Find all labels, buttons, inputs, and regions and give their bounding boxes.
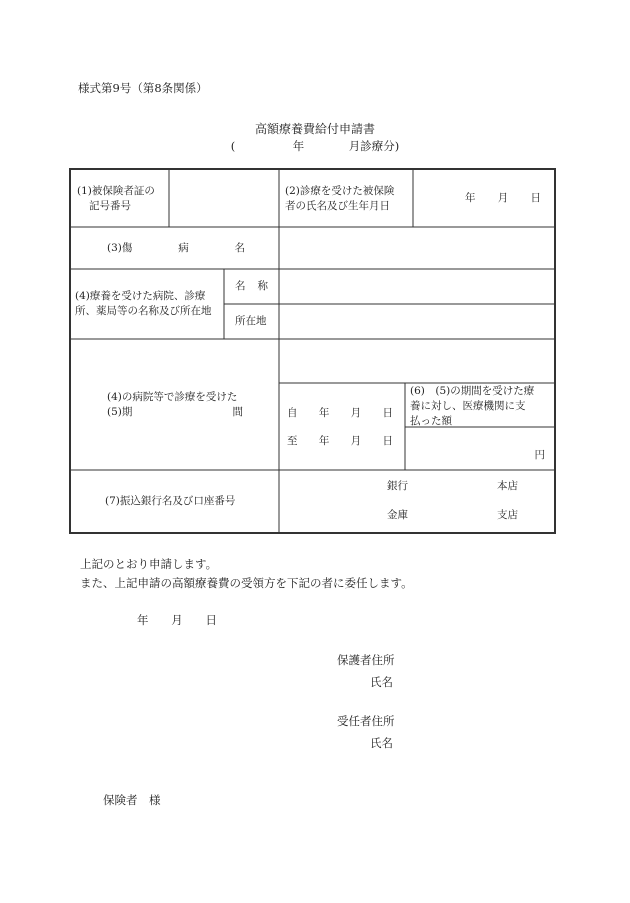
bank-label: 銀行 <box>387 480 408 492</box>
delegate-name-label: 氏名 <box>370 736 393 750</box>
period-label-line1: (4)の病院等で診療を受けた <box>107 391 238 403</box>
guardian-address-label: 保護者住所 <box>337 653 395 667</box>
period-from-year: 年 <box>318 407 330 419</box>
main-branch-label: 本店 <box>497 480 518 492</box>
treatment-period-label <box>107 390 243 420</box>
application-statement: 上記のとおり申請します。 <box>80 557 218 571</box>
date-year-label: 年 <box>137 613 149 627</box>
form-subtitle <box>0 138 630 154</box>
yen-unit: 円 <box>534 449 545 461</box>
injury-label-char-2: 病 <box>178 242 189 254</box>
form-title: 高額療養費給付申請書 <box>254 122 375 136</box>
bank-account-label: (7)振込銀行名及び口座番号 <box>105 495 236 507</box>
amount-paid-label <box>410 384 553 429</box>
period-to-day: 日 <box>382 435 393 447</box>
period-from-field[interactable] <box>287 406 393 421</box>
hospital-address-label: 所在地 <box>235 315 267 327</box>
hospital-name-char-1: 名 <box>235 280 246 292</box>
period-label-end: 間 <box>232 406 243 418</box>
period-to-year: 年 <box>318 435 330 447</box>
branch-label: 支店 <box>497 509 518 521</box>
birthdate-month-label: 月 <box>497 192 509 204</box>
subtitle-month: 月診療分) <box>348 139 400 153</box>
hospital-name-char-2: 称 <box>257 280 268 292</box>
date-day-label: 日 <box>205 613 217 627</box>
injury-name-label <box>107 241 245 256</box>
period-to-label: 至 <box>287 435 298 447</box>
credit-union-label: 金庫 <box>387 509 408 521</box>
application-date[interactable] <box>137 612 217 628</box>
date-month-label: 月 <box>171 613 183 627</box>
insured-card-label-line2: 記号番号 <box>89 200 131 212</box>
injury-label-char-3: 名 <box>234 242 245 254</box>
period-from-label: 自 <box>287 407 298 419</box>
subtitle-open-paren: ( <box>230 139 236 153</box>
amount-label-line2: 養に対し、医療機関に支 <box>410 400 526 412</box>
hospital-label-line1: (4)療養を受けた病院、診療 <box>75 290 206 302</box>
injury-label-char-1: (3)傷 <box>107 242 133 254</box>
delegate-address-label: 受任者住所 <box>337 714 395 728</box>
birthdate-day-label: 日 <box>530 192 541 204</box>
injury-name-field[interactable] <box>283 230 551 266</box>
period-to-month: 月 <box>350 435 362 447</box>
insurer-addressee: 保険者 様 <box>103 793 161 807</box>
patient-label-line2: 者の氏名及び生年月日 <box>285 200 390 212</box>
guardian-name-label: 氏名 <box>370 675 393 689</box>
form-number: 様式第9号（第8条関係） <box>78 81 208 95</box>
bank-account-field[interactable] <box>283 473 551 531</box>
hospital-name-label <box>235 279 268 294</box>
hospital-address-field[interactable] <box>283 307 551 337</box>
delegation-statement: また、上記申請の高額療養費の受領方を下記の者に委任します。 <box>80 576 413 590</box>
period-label-line2 <box>107 405 243 420</box>
subtitle-year: 年 <box>292 139 305 153</box>
hospital-note-field[interactable] <box>283 342 551 380</box>
period-from-day: 日 <box>382 407 393 419</box>
period-from-month: 月 <box>350 407 362 419</box>
patient-label-line1: (2)診療を受けた被保険 <box>285 185 395 197</box>
insured-card-label-line1: (1)被保険者証の <box>77 185 155 197</box>
insured-card-number-field[interactable] <box>173 170 277 225</box>
insured-card-number-label <box>77 184 155 214</box>
patient-name-birthdate-label <box>285 184 394 214</box>
hospital-name-field[interactable] <box>283 272 551 302</box>
amount-paid-field[interactable] <box>409 430 551 468</box>
hospital-label-line2: 所、薬局等の名称及び所在地 <box>75 305 212 317</box>
hospital-label <box>75 289 212 319</box>
application-table <box>69 168 556 534</box>
amount-label-line1: (6) (5)の期間を受けた療 <box>410 385 535 397</box>
birthdate-field[interactable] <box>465 191 541 206</box>
period-to-field[interactable] <box>287 434 393 449</box>
amount-label-line3: 払った額 <box>410 415 452 427</box>
period-label-start: (5)期 <box>107 406 133 418</box>
birthdate-year-label: 年 <box>465 192 476 204</box>
